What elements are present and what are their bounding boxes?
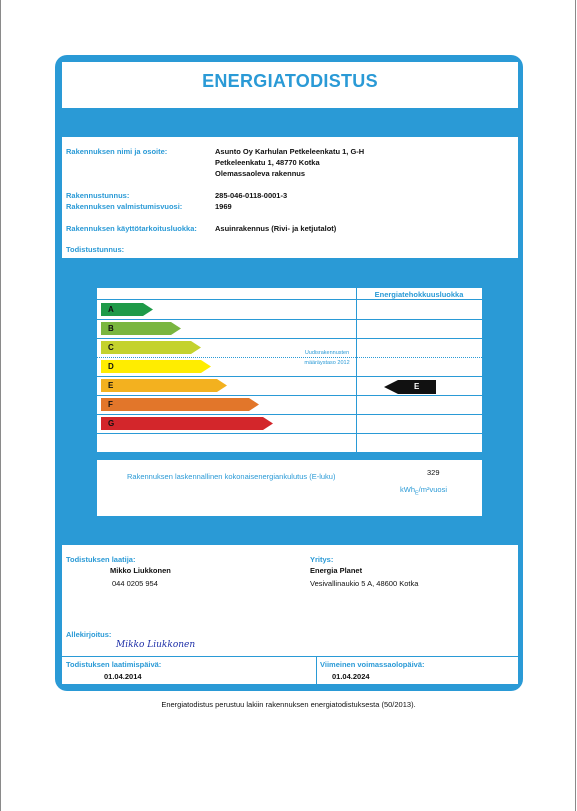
legal-footer: Energiatodistus perustuu lakiin rakennuksen energiatodistuksesta (50/2013). (161, 700, 416, 709)
building-id-label: Rakennustunnus: (66, 191, 130, 200)
building-year-label: Rakennuksen valmistumisvuosi: (66, 202, 183, 211)
scale-rule (97, 287, 482, 288)
energy-class-label: F (108, 400, 113, 409)
dates-panel (62, 657, 518, 684)
company-address: Vesivallinaukio 5 A, 48600 Kotka (310, 579, 419, 588)
dates-divider (316, 657, 317, 684)
energy-class-header: Energiatehokkuusluokka (374, 290, 464, 299)
company-name: Energia Planet (310, 566, 363, 575)
energy-class-arrow-g (101, 417, 273, 430)
e-value-unit-suffix: /m²vuosi (418, 485, 448, 494)
signature: Mikko Liukkonen (116, 640, 196, 650)
reference-level-text-1: Uudisrakennusten (304, 350, 350, 356)
issued-date-label: Todistuksen laatimispäivä: (66, 660, 162, 669)
title-panel (62, 62, 518, 108)
energy-class-label: E (108, 381, 114, 390)
building-name-line1: Asunto Oy Karhulan Petkeleenkatu 1, G-H (215, 147, 365, 156)
energy-class-label: A (108, 305, 114, 314)
issuer-panel (62, 545, 518, 656)
energy-class-arrow-e (101, 379, 227, 392)
scale-rule (97, 338, 482, 339)
building-use-value: Asuinrakennus (Rivi- ja ketjutalot) (215, 224, 337, 233)
building-info-panel (62, 137, 518, 258)
building-use-label: Rakennuksen käyttötarkoitusluokka: (66, 224, 197, 233)
class-arrow-icon (101, 360, 211, 373)
valid-until-value: 01.04.2024 (332, 672, 370, 681)
preparer-phone: 044 0205 954 (112, 579, 158, 588)
e-value-panel (97, 460, 482, 516)
class-arrow-icon (101, 379, 227, 392)
class-arrow-icon (101, 398, 259, 411)
scale-rule (97, 414, 482, 415)
e-value-label: Rakennuksen laskennallinen kokonaisenergiankulutus (E-luku) (127, 472, 336, 481)
scale-rule (97, 319, 482, 320)
reference-level-text-2: määräystaso 2012 (304, 360, 350, 366)
class-arrow-icon (101, 417, 273, 430)
e-value-number: 329 (427, 468, 440, 477)
valid-until-label: Viimeinen voimassaolopäivä: (320, 660, 425, 669)
company-label: Yritys: (310, 555, 334, 564)
energy-class-arrow-d (101, 360, 211, 373)
class-arrow-icon (101, 341, 201, 354)
scale-rule (97, 395, 482, 396)
preparer-label: Todistuksen laatija: (66, 555, 136, 564)
reference-level-line (97, 357, 482, 358)
building-name-label: Rakennuksen nimi ja osoite: (66, 147, 168, 156)
building-address: Petkeleenkatu 1, 48770 Kotka (215, 158, 320, 167)
certificate-id-label: Todistustunnus: (66, 245, 125, 254)
e-value-unit (400, 485, 447, 497)
signature-label: Allekirjoitus: (66, 630, 112, 639)
preparer-name: Mikko Liukkonen (110, 566, 171, 575)
energy-class-arrow-f (101, 398, 259, 411)
scale-rule (97, 299, 482, 300)
e-value-unit-prefix: kWh (400, 485, 415, 494)
energy-rating-label: E (414, 382, 420, 391)
building-id-value: 285-046-0118-0001-3 (215, 191, 288, 200)
energy-class-label: G (108, 419, 115, 428)
energy-class-label: B (108, 324, 114, 333)
scale-rule (97, 452, 482, 453)
scale-rule (97, 376, 482, 377)
building-status: Olemassaoleva rakennus (215, 169, 306, 178)
energy-class-arrow-b (101, 322, 181, 335)
e-value-unit-sub: E (415, 490, 419, 497)
energy-class-arrow-a (101, 303, 153, 316)
energy-scale-panel (97, 287, 482, 453)
energy-rating-marker (384, 380, 436, 394)
energy-class-label: D (108, 362, 114, 371)
building-year-value: 1969 (215, 202, 232, 211)
scale-column-divider (356, 287, 357, 453)
energy-class-arrow-c (101, 341, 201, 354)
issued-date-value: 01.04.2014 (104, 672, 142, 681)
energy-class-label: C (108, 343, 114, 352)
scale-rule (97, 433, 482, 434)
rating-arrow-icon (384, 380, 436, 394)
document-title: ENERGIATODISTUS (202, 71, 378, 91)
